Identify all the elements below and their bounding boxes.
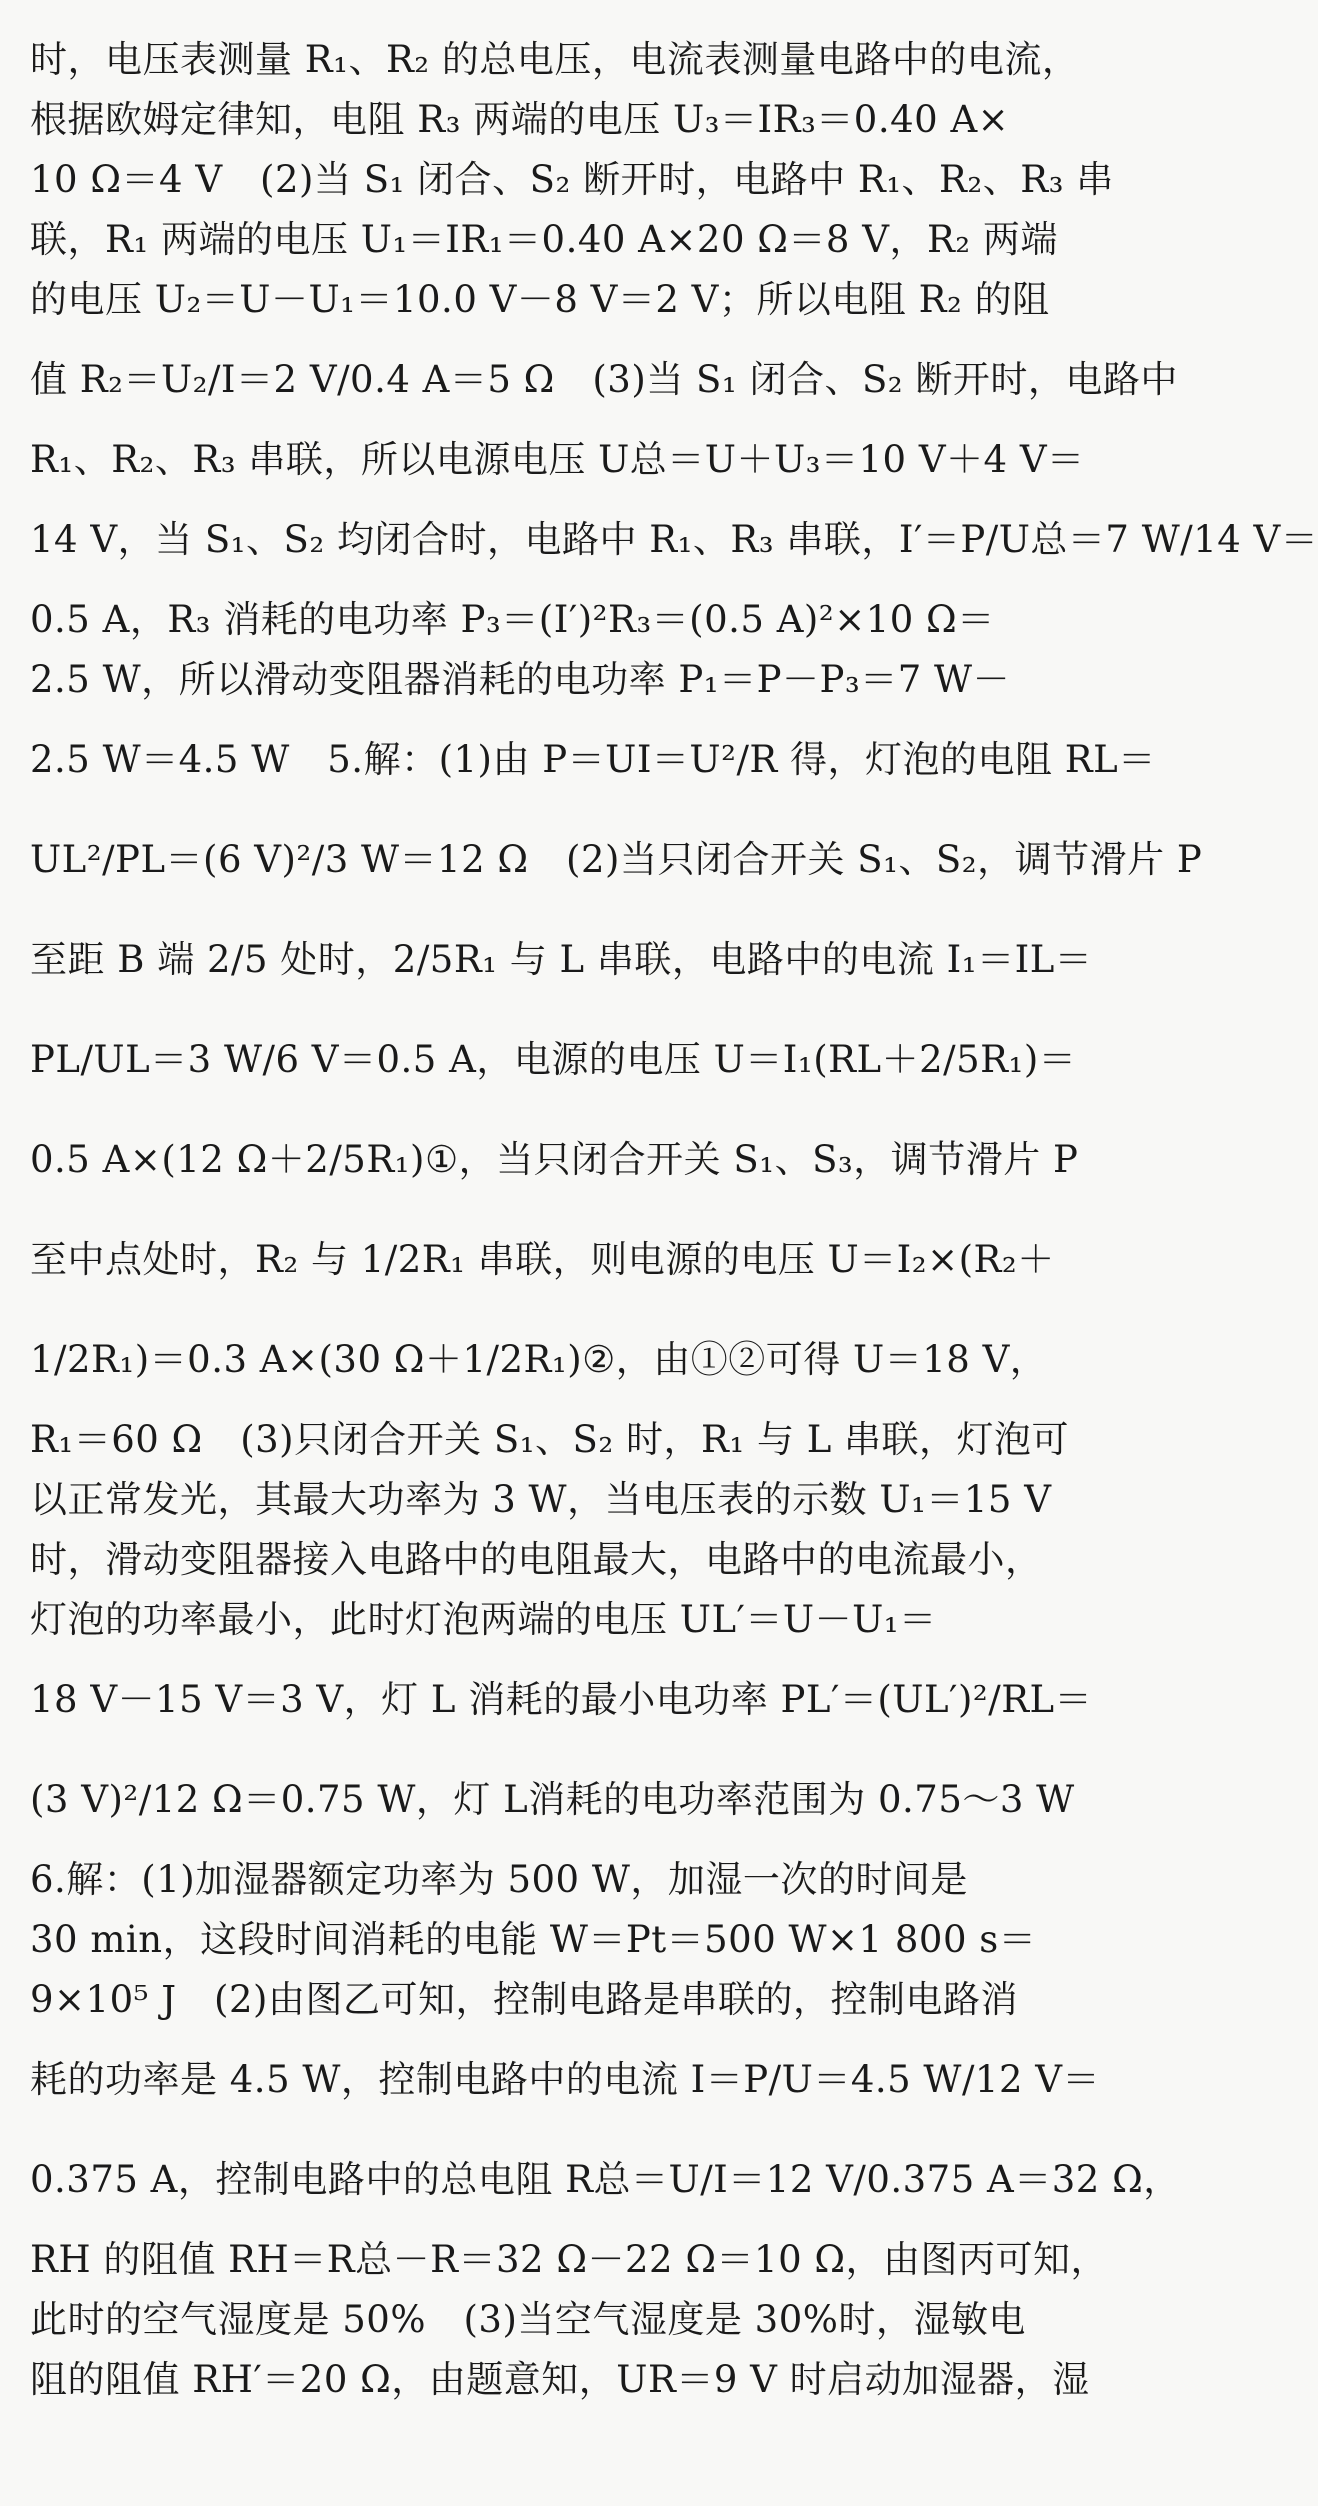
- text-line: 此时的空气湿度是 50% (3)当空气湿度是 30%时，湿敏电: [30, 2298, 1026, 2341]
- text-line: R₁、R₂、R₃ 串联，所以电源电压 U总＝U＋U₃＝10 V＋4 V＝: [30, 438, 1085, 481]
- text-line: 10 Ω＝4 V (2)当 S₁ 闭合、S₂ 断开时，电路中 R₁、R₂、R₃ 串: [30, 158, 1114, 201]
- text-line: 0.375 A，控制电路中的总电阻 R总＝U/I＝12 V/0.375 A＝32 Ω，: [30, 2158, 1181, 2201]
- text-line: 1/2R₁)＝0.3 A×(30 Ω＋1/2R₁)②，由①②可得 U＝18 V，: [30, 1338, 1048, 1381]
- text-line: 0.5 A，R₃ 消耗的电功率 P₃＝(I′)²R₃＝(0.5 A)²×10 Ω＝: [30, 598, 995, 641]
- text-line: 18 V－15 V＝3 V，灯 L 消耗的最小电功率 PL′＝(UL′)²/RL＝: [30, 1678, 1093, 1721]
- text-line: R₁＝60 Ω (3)只闭合开关 S₁、S₂ 时，R₁ 与 L 串联，灯泡可: [30, 1418, 1070, 1461]
- text-line: 耗的功率是 4.5 W，控制电路中的电流 I＝P/U＝4.5 W/12 V＝: [30, 2058, 1100, 2101]
- text-line: 阻的阻值 RH′＝20 Ω，由题意知，UR＝9 V 时启动加湿器，湿: [30, 2358, 1090, 2401]
- text-line: 至距 B 端 2/5 处时，2/5R₁ 与 L 串联，电路中的电流 I₁＝IL＝: [30, 938, 1093, 981]
- text-line: 6.解：(1)加湿器额定功率为 500 W，加湿一次的时间是: [30, 1858, 968, 1901]
- text-line: 0.5 A×(12 Ω＋2/5R₁)①，当只闭合开关 S₁、S₃，调节滑片 P: [30, 1138, 1079, 1181]
- text-line: 灯泡的功率最小，此时灯泡两端的电压 UL′＝U－U₁＝: [30, 1598, 937, 1641]
- text-line: 时，电压表测量 R₁、R₂ 的总电压，电流表测量电路中的电流，: [30, 38, 1080, 81]
- text-line: 时，滑动变阻器接入电路中的电阻最大，电路中的电流最小，: [30, 1538, 1043, 1581]
- text-line: 以正常发光，其最大功率为 3 W，当电压表的示数 U₁＝15 V: [30, 1478, 1052, 1521]
- text-line: 值 R₂＝U₂/I＝2 V/0.4 A＝5 Ω (3)当 S₁ 闭合、S₂ 断开时，电路中: [30, 358, 1178, 401]
- text-line: (3 V)²/12 Ω＝0.75 W，灯 L消耗的电功率范围为 0.75～3 W: [30, 1778, 1075, 1821]
- text-line: 的电压 U₂＝U－U₁＝10.0 V－8 V＝2 V；所以电阻 R₂ 的阻: [30, 278, 1050, 321]
- text-line: 至中点处时，R₂ 与 1/2R₁ 串联，则电源的电压 U＝I₂×(R₂＋: [30, 1238, 1055, 1281]
- text-line: PL/UL＝3 W/6 V＝0.5 A，电源的电压 U＝I₁(RL＋2/5R₁)＝: [30, 1038, 1077, 1081]
- text-line: 2.5 W，所以滑动变阻器消耗的电功率 P₁＝P－P₃＝7 W－: [30, 658, 1011, 701]
- text-line: RH 的阻值 RH＝R总－R＝32 Ω－22 Ω＝10 Ω，由图丙可知，: [30, 2238, 1109, 2281]
- text-line: UL²/PL＝(6 V)²/3 W＝12 Ω (2)当只闭合开关 S₁、S₂，调节滑片 P: [30, 838, 1203, 881]
- text-line: 2.5 W＝4.5 W 5.解：(1)由 P＝UI＝U²/R 得，灯泡的电阻 RL＝: [30, 738, 1156, 781]
- text-line: 根据欧姆定律知，电阻 R₃ 两端的电压 U₃＝IR₃＝0.40 A×: [30, 98, 1010, 141]
- text-line: 9×10⁵ J (2)由图乙可知，控制电路是串联的，控制电路消: [30, 1978, 1018, 2021]
- text-line: 30 min，这段时间消耗的电能 W＝Pt＝500 W×1 800 s＝: [30, 1918, 1037, 1961]
- text-line: 联，R₁ 两端的电压 U₁＝IR₁＝0.40 A×20 Ω＝8 V，R₂ 两端: [30, 218, 1058, 261]
- text-line: 14 V，当 S₁、S₂ 均闭合时，电路中 R₁、R₃ 串联，I′＝P/U总＝7 W/14 V＝: [30, 518, 1318, 561]
